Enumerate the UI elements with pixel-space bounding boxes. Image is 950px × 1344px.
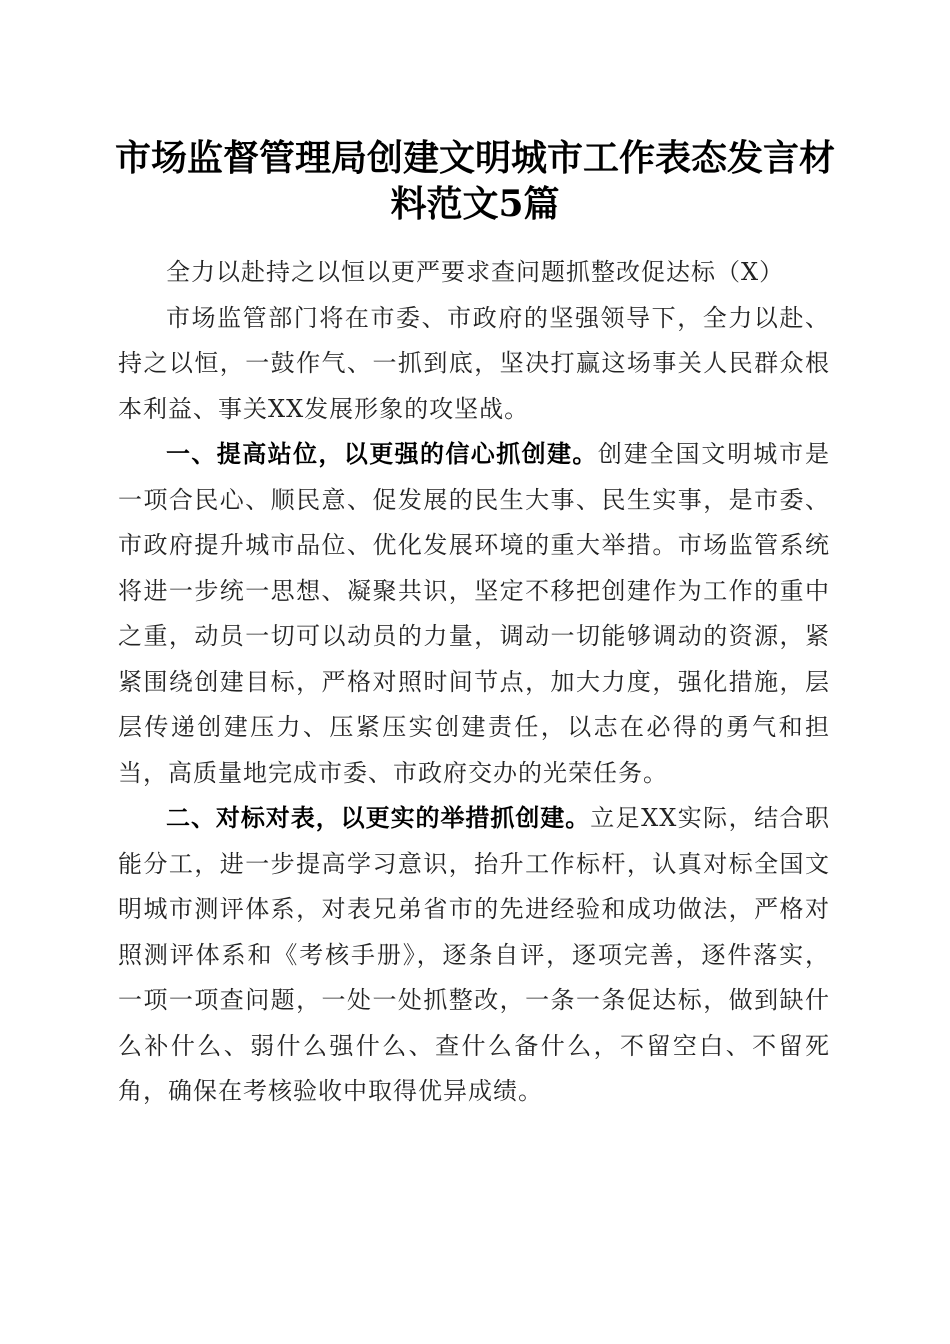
section-paragraph-2 xyxy=(118,796,830,1115)
intro-paragraph: 市场监管部门将在市委、市政府的坚强领导下，全力以赴、持之以恒，一鼓作气、一抓到底，坚决打赢这场事关人民群众根本利益、事关XX发展形象的攻坚战。 xyxy=(118,303,830,423)
document-title xyxy=(110,135,840,227)
section-heading-1: 一、提高站位，以更强的信心抓创建。 xyxy=(166,440,598,468)
subtitle-paragraph: 全力以赴持之以恒以更严要求查问题抓整改促达标（X） xyxy=(166,258,785,286)
title-line-1: 市场监督管理局创建文明城市工作表态发言材 xyxy=(114,137,835,179)
section-heading-2: 二、对标对表，以更实的举措抓创建。 xyxy=(166,804,591,832)
document-body xyxy=(118,250,830,1115)
section-paragraph-1 xyxy=(118,432,830,796)
section-text-2: 立足XX实际，结合职能分工，进一步提高学习意识，抬升工作标杆，认真对标全国文明城市测评体系，对表兄弟省市的先进经验和成功做法，严格对照测评体系和《考核手册》，逐条自评，逐项完善，逐件落实，一项一项查问题，一处一处抓整改，一条一条促达标，做到缺什么补什么、弱什么强什么、查什么备什么，不留空白、不留死角，确保在考核验收中取得优异成绩。 xyxy=(118,804,830,1105)
title-line-2: 料范文5篇 xyxy=(390,183,560,225)
section-text-1: 创建全国文明城市是一项合民心、顺民意、促发展的民生大事、民生实事，是市委、市政府提升城市品位、优化发展环境的重大举措。市场监管系统将进一步统一思想、凝聚共识，坚定不移把创建作为工作的重中之重，动员一切可以动员的力量，调动一切能够调动的资源，紧紧围绕创建目标，严格对照时间节点，加大力度，强化措施，层层传递创建压力、压紧压实创建责任，以志在必得的勇气和担当，高质量地完成市委、市政府交办的光荣任务。 xyxy=(118,440,831,787)
